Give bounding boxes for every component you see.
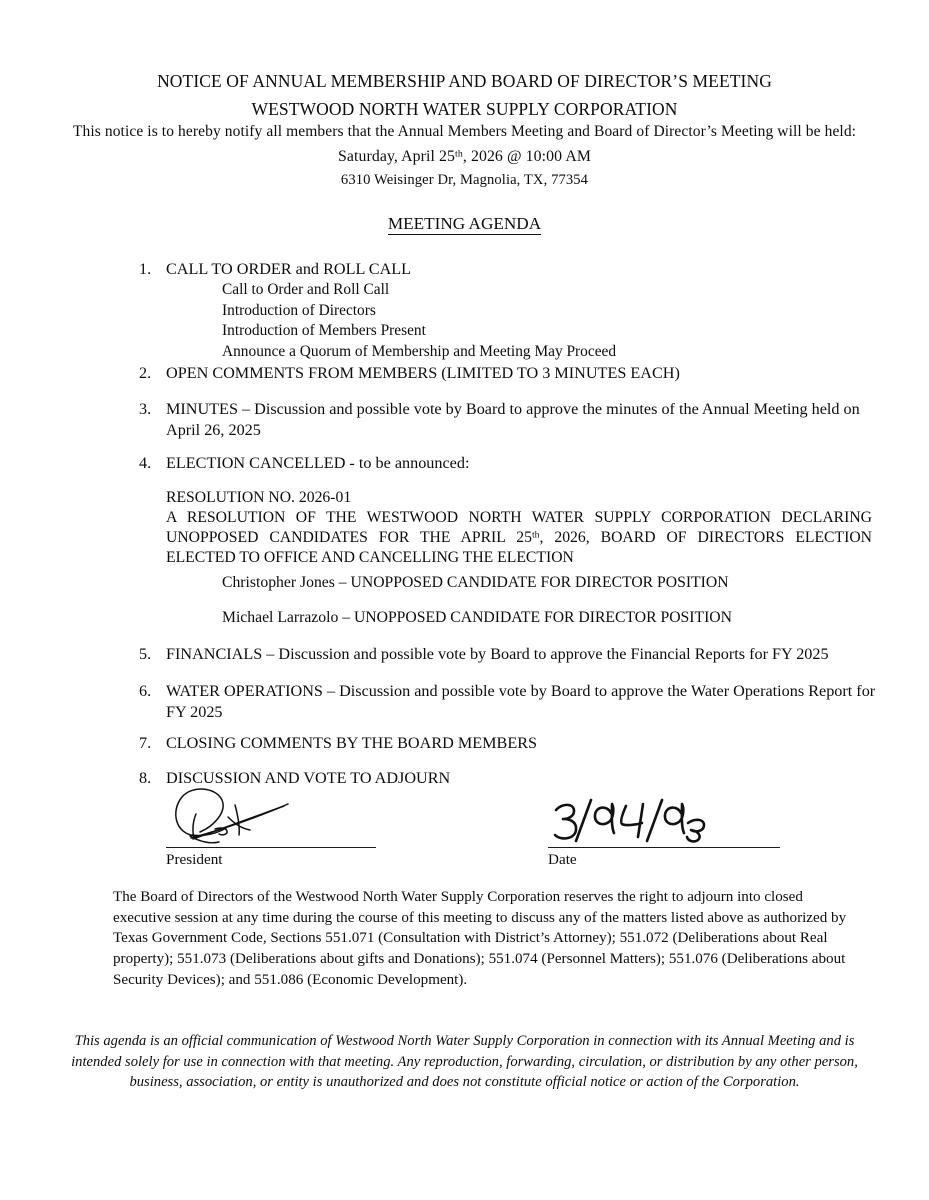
agenda-item-4-number: 4. xyxy=(139,454,152,472)
resolution-number: RESOLUTION NO. 2026-01 xyxy=(166,489,352,506)
meeting-address: 6310 Weisinger Dr, Magnolia, TX, 77354 xyxy=(340,172,589,188)
agenda-item-1-text: CALL TO ORDER and ROLL CALL xyxy=(166,260,412,278)
meeting-date-suffix: , 2026 @ 10:00 AM xyxy=(462,148,591,165)
agenda-item-7-text: CLOSING COMMENTS BY THE BOARD MEMBERS xyxy=(166,734,538,752)
agenda-item-1-number: 1. xyxy=(139,260,152,278)
resolution-body-part-2: , 2026, BOARD OF DIRECTORS ELECTION ELECTED TO OFFICE AND CANCELLING THE ELECTION xyxy=(166,529,872,567)
agenda-heading-text: MEETING AGENDA xyxy=(387,214,542,233)
agenda-item-5 xyxy=(139,644,879,665)
notice-title-line-1: NOTICE OF ANNUAL MEMBERSHIP AND BOARD OF DIRECTOR’S MEETING xyxy=(157,71,772,91)
date-ordinal-suffix: th xyxy=(455,148,463,160)
organization-name: WESTWOOD NORTH WATER SUPPLY CORPORATION xyxy=(251,99,678,119)
agenda-item-3-number: 3. xyxy=(139,400,152,418)
executive-session-paragraph: The Board of Directors of the Westwood North Water Supply Corporation reserves the right to adjourn into closed executive session at any time during the course of this meeting to discuss any of the matters listed above as authorized by Texas Government Code, Sections 551.071 (Consultation with District’s Attorney); 551.072 (Deliberations about Real property); 551.073 (Deliberations about gifts and Donations); 551.074 (Personnel Matters); 551.076 (Deliberations about Security Devices); and 551.086 (Economic Development). xyxy=(113,889,847,988)
resolution-block xyxy=(166,488,872,568)
unopposed-candidate-1: Christopher Jones – UNOPPOSED CANDIDATE FOR DIRECTOR POSITION xyxy=(222,574,729,591)
agenda-item-1-subitem-2: Introduction of Directors xyxy=(222,301,376,319)
date-label: Date xyxy=(548,851,577,868)
agenda-item-7-number: 7. xyxy=(139,734,152,752)
agenda-item-5-text: FINANCIALS – Discussion and possible vote by Board to approve the Financial Reports for FY 2025 xyxy=(166,645,829,663)
agenda-item-2-text: OPEN COMMENTS FROM MEMBERS (LIMITED TO 3 MINUTES EACH) xyxy=(166,364,680,382)
president-signature-line xyxy=(166,847,376,848)
agenda-item-8-number: 8. xyxy=(139,769,152,787)
resolution-body-part-1: A RESOLUTION OF THE WESTWOOD NORTH WATER SUPPLY CORPORATION DECLARING UNOPPOSED CANDIDATES FOR THE APRIL 25 xyxy=(166,509,872,547)
agenda-item-8 xyxy=(139,768,879,789)
resolution-date-ordinal-suffix: th xyxy=(531,529,540,541)
agenda-item-1-subitem-1: Call to Order and Roll Call xyxy=(222,281,390,299)
agenda-item-4-text: ELECTION CANCELLED - to be announced: xyxy=(166,454,470,472)
resolution-body xyxy=(166,508,872,568)
agenda-heading xyxy=(57,214,872,234)
date-signature-line xyxy=(548,847,780,848)
agenda-item-5-number: 5. xyxy=(139,645,152,663)
agenda-item-1 xyxy=(139,259,879,362)
unopposed-candidate-2: Michael Larrazolo – UNOPPOSED CANDIDATE FOR DIRECTOR POSITION xyxy=(222,609,732,626)
agenda-item-8-text: DISCUSSION AND VOTE TO ADJOURN xyxy=(166,769,451,787)
agenda-item-2-number: 2. xyxy=(139,364,152,382)
president-label: President xyxy=(166,851,223,868)
handwritten-date-icon xyxy=(550,790,720,846)
meeting-date-prefix: Saturday, April 25 xyxy=(337,148,456,165)
agenda-item-1-subitem-4: Announce a Quorum of Membership and Meeting May Proceed xyxy=(222,342,617,360)
agenda-item-2 xyxy=(139,363,879,384)
agenda-item-6-text: WATER OPERATIONS – Discussion and possible vote by Board to approve the Water Operations Report for FY 2025 xyxy=(166,682,876,722)
handwritten-signature-icon xyxy=(166,786,376,848)
agenda-item-3 xyxy=(139,399,879,441)
agenda-item-4 xyxy=(139,453,879,474)
agenda-item-6-number: 6. xyxy=(139,682,152,700)
agenda-item-1-subitem-3: Introduction of Members Present xyxy=(222,322,426,340)
confidentiality-disclaimer: This agenda is an official communication of Westwood North Water Supply Corporation in connection with its Annual Meeting and is intended solely for use in connection with that meeting. Any reproduction, forwarding, circulation, or distribution by any other person, business, association, or entity is unauthorized and does not constitute official notice or action of the Corporation. xyxy=(71,1033,858,1091)
notice-statement: This notice is to hereby notify all members that the Annual Members Meeting and Board of Director’s Meeting will be held: xyxy=(72,123,857,140)
agenda-item-6 xyxy=(139,681,879,723)
meeting-datetime xyxy=(57,147,872,167)
agenda-item-7 xyxy=(139,733,879,754)
agenda-item-3-text: MINUTES – Discussion and possible vote by Board to approve the minutes of the Annual Meeting held on April 26, 2025 xyxy=(166,400,860,440)
